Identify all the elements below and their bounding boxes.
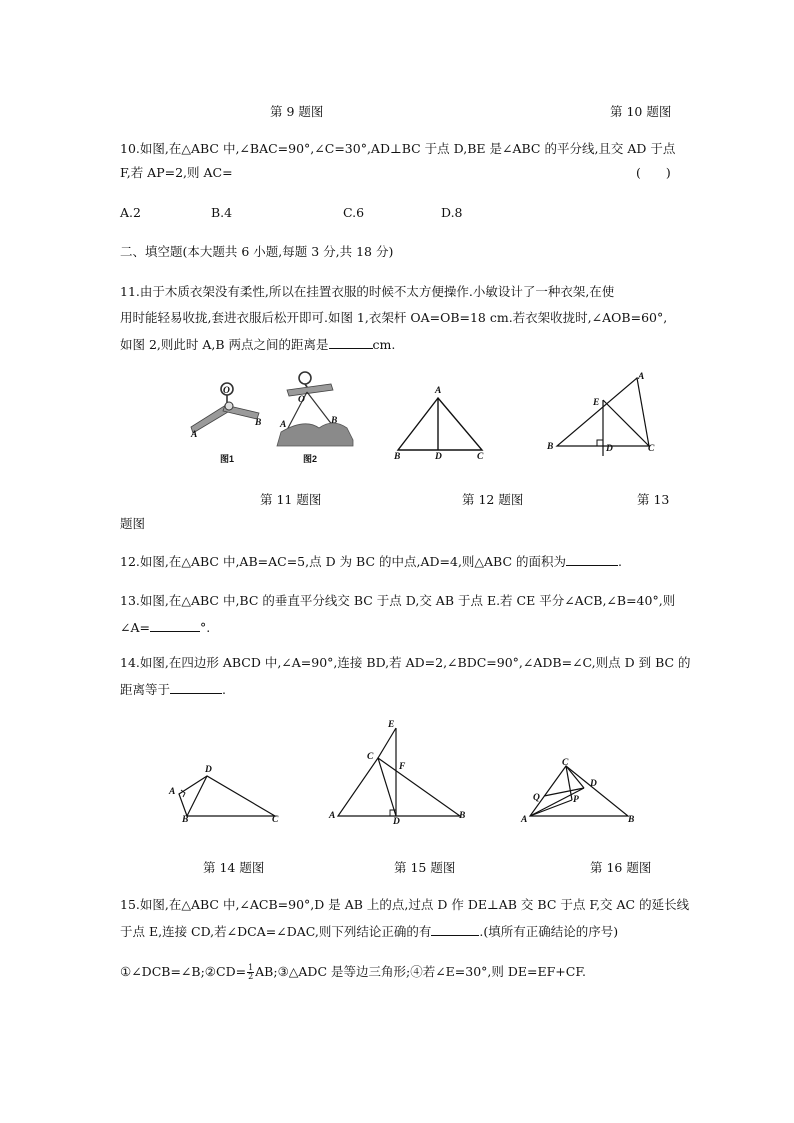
- q13-line2: [120, 619, 210, 636]
- q13-line1: 13.如图,在△ABC 中,BC 的垂直平分线交 BC 于点 D,交 AB 于点 E.若 CE 平分∠ACB,∠B=40°,则: [120, 593, 676, 608]
- q10-option-b: B.4: [211, 205, 233, 220]
- fig16-label-D: D: [590, 779, 597, 789]
- fig12-label-C: C: [477, 452, 484, 462]
- figure-13-triangle: [545, 370, 665, 460]
- fig13-label-A: A: [638, 372, 645, 382]
- fig1-label-A: A: [191, 430, 198, 440]
- q14-answer-blank[interactable]: [170, 681, 222, 694]
- q15-line1: 15.如图,在△ABC 中,∠ACB=90°,D 是 AB 上的点,过点 D 作 DE⊥AB 交 BC 于点 F,交 AC 的延长线: [120, 897, 690, 912]
- q15-line2: [120, 923, 618, 940]
- fig16-label-B: B: [628, 815, 635, 825]
- q12-post: .: [618, 554, 622, 569]
- caption-fig10: 第 10 题图: [610, 104, 672, 119]
- fig2-label-O: O: [298, 395, 305, 405]
- fig13-label-C: C: [648, 444, 655, 454]
- q11-line3-post: cm.: [372, 337, 396, 352]
- fig15-label-F: F: [399, 762, 406, 772]
- fig14-label-D: D: [205, 765, 212, 775]
- caption-fig11: 第 11 题图: [260, 492, 322, 507]
- fig13-label-E: E: [593, 398, 600, 408]
- q10-line1: 10.如图,在△ABC 中,∠BAC=90°,∠C=30°,AD⊥BC 于点 D,BE 是∠ABC 的平分线,且交 AD 于点: [120, 141, 676, 156]
- figure-15-triangle: [330, 720, 470, 830]
- q12-text: 12.如图,在△ABC 中,AB=AC=5,点 D 为 BC 的中点,AD=4,则△ABC 的面积为: [120, 554, 567, 569]
- fig1-label-O: O: [223, 386, 230, 396]
- fig14-label-C: C: [272, 815, 279, 825]
- q10-option-c: C.6: [343, 205, 365, 220]
- fig15-label-A: A: [329, 811, 336, 821]
- fig1-label-B: B: [255, 418, 262, 428]
- fig2-label-B: B: [331, 416, 338, 426]
- q10-option-a: A.2: [120, 205, 141, 220]
- figure-12-triangle: [390, 390, 490, 460]
- q14-line1: 14.如图,在四边形 ABCD 中,∠A=90°,连接 BD,若 AD=2,∠BDC=90°,∠ADB=∠C,则点 D 到 BC 的: [120, 655, 691, 670]
- q14-line2-post: .: [222, 682, 226, 697]
- caption-fig13-part1: 第 13: [637, 492, 670, 507]
- fraction-numerator: 1: [248, 963, 254, 972]
- fig15-label-E: E: [388, 720, 395, 730]
- caption-fig13-part2: 题图: [120, 516, 146, 531]
- q15-line2-pre: 于点 E,连接 CD,若∠DCA=∠DAC,则下列结论正确的有: [120, 924, 432, 939]
- q15-answer-blank[interactable]: [431, 923, 479, 936]
- fig16-label-A: A: [521, 815, 528, 825]
- q11-answer-blank[interactable]: [329, 336, 373, 349]
- caption-fig12: 第 12 题图: [462, 492, 524, 507]
- caption-fig15: 第 15 题图: [394, 860, 456, 875]
- q10-line2: F,若 AP=2,则 AC=: [120, 165, 233, 180]
- fig2-caption: 图2: [303, 454, 318, 464]
- q12-answer-blank[interactable]: [566, 553, 618, 566]
- section-title-fill-in: 二、填空题(本大题共 6 小题,每题 3 分,共 18 分): [120, 244, 394, 259]
- q13-line2-post: °.: [199, 620, 211, 635]
- q13-answer-blank[interactable]: [150, 619, 200, 632]
- q14-line2: [120, 681, 226, 698]
- q10-option-d: D.8: [441, 205, 463, 220]
- figure-11-hanger-2: [275, 368, 355, 448]
- fig15-label-B: B: [459, 811, 466, 821]
- fig12-label-D: D: [435, 452, 442, 462]
- q12-line: [120, 553, 622, 570]
- q15-statement-part1: ①∠DCB=∠B;②CD=: [120, 964, 247, 979]
- fig13-label-B: B: [547, 442, 554, 452]
- q14-line2-pre: 距离等于: [120, 682, 171, 697]
- q11-line1: 11.由于木质衣架没有柔性,所以在挂置衣服的时候不太方便操作.小敏设计了一种衣架,在使: [120, 284, 615, 299]
- fig1-caption: 图1: [220, 454, 235, 464]
- fig15-label-D: D: [393, 817, 400, 827]
- q11-line3-pre: 如图 2,则此时 A,B 两点之间的距离是: [120, 337, 329, 352]
- q15-statements: [120, 964, 586, 981]
- figure-11-hanger-1: [185, 375, 275, 445]
- fig2-label-A: A: [280, 420, 287, 430]
- fraction-denominator: 2: [248, 972, 254, 981]
- fig16-label-C: C: [562, 758, 569, 768]
- q13-line2-pre: ∠A=: [120, 620, 150, 635]
- fig15-label-C: C: [367, 752, 374, 762]
- caption-fig9: 第 9 题图: [270, 104, 324, 119]
- q15-statement-part2: AB;③△ADC 是等边三角形;④若∠E=30°,则 DE=EF+CF.: [255, 964, 587, 979]
- fig16-label-Q: Q: [533, 793, 540, 803]
- one-half-fraction: [247, 964, 254, 981]
- fig12-label-A: A: [435, 386, 442, 396]
- caption-fig14: 第 14 题图: [203, 860, 265, 875]
- fig14-label-A: A: [169, 787, 176, 797]
- q11-line3: [120, 336, 395, 353]
- q10-answer-bracket: ( ): [636, 165, 671, 180]
- fig13-label-D: D: [606, 444, 613, 454]
- q15-line2-post: .(填所有正确结论的序号): [479, 924, 619, 939]
- fig14-label-B: B: [182, 815, 189, 825]
- fig16-label-P: P: [573, 795, 579, 805]
- q11-line2: 用时能轻易收拢,套进衣服后松开即可.如图 1,衣架杆 OA=OB=18 cm.若衣架收拢时,∠AOB=60°,: [120, 310, 668, 325]
- fig12-label-B: B: [394, 452, 401, 462]
- caption-fig16: 第 16 题图: [590, 860, 652, 875]
